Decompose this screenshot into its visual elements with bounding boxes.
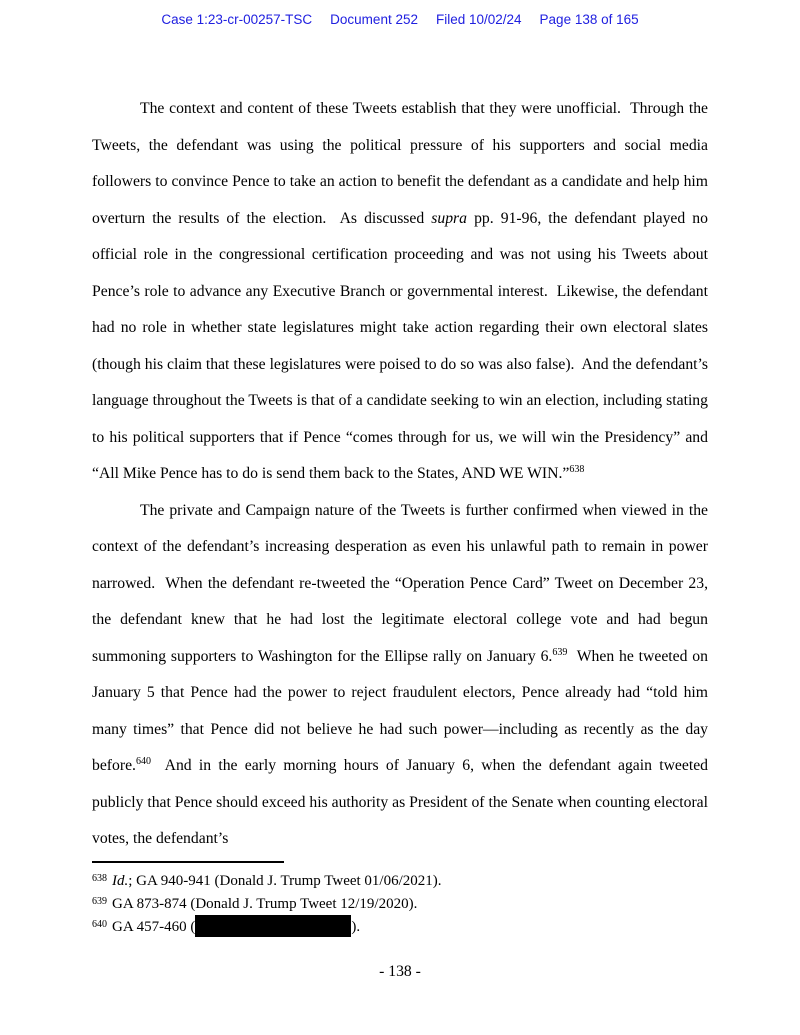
- page-number: - 138 -: [379, 963, 421, 980]
- text-segment: The private and Campaign nature of the Tweets is further confirmed when viewed in the context of the defendant’s increasing desperation as even his unlawful path to remain in power narrowed. When the defendant re-tweeted the “Operation Pence Card” Tweet on December 23, the defendant knew that he had lost the legitimate electoral college vote and had begun summoning supporters to Washington for the Ellipse rally on January 6.: [92, 501, 712, 665]
- case-number: Case 1:23-cr-00257-TSC: [161, 12, 313, 27]
- footnote-marker: 640: [92, 919, 107, 930]
- body-text: [92, 91, 712, 858]
- text-segment: pp. 91-96, the defendant played no official role in the congressional certification proceeding and was not using his Tweets about Pence’s role to advance any Executive Branch or governmental interest. Likewise, the defendant had no role in whether state legislatures might take action regarding their own electoral slates (though his claim that these legislatures were poised to do so was also false). And the defendant’s language throughout the Tweets is that of a candidate seeking to win an election, including stating to his political supporters that if Pence “comes through for us, we will win the Presidency” and “All Mike Pence has to do is send them back to the States, AND WE WIN.”: [92, 209, 712, 482]
- footnote-reference-638: 638: [569, 464, 585, 475]
- case-header: [0, 12, 800, 27]
- footnote-640: [92, 915, 708, 939]
- footnote-639: [92, 893, 708, 916]
- italic-segment: Id.: [112, 873, 129, 889]
- footnote-reference-640: 640: [135, 756, 151, 767]
- text-segment: And in the early morning hours of January 6, when the defendant again tweeted publicly that Pence should exceed his authority as President of the Senate when counting electoral votes, the defendant’s: [92, 757, 712, 847]
- redaction-box: [195, 915, 351, 937]
- text-segment: ).: [351, 919, 361, 935]
- text-segment: ; GA 940-941 (Donald J. Trump Tweet 01/06/2021).: [128, 873, 442, 889]
- italic-segment: supra: [431, 209, 468, 227]
- text-segment: GA 873-874 (Donald J. Trump Tweet 12/19/2020).: [112, 895, 418, 912]
- footnote-638: [92, 870, 708, 893]
- footnote-reference-639: 639: [552, 646, 568, 658]
- header-page-of: Page 138 of 165: [539, 12, 639, 27]
- filed-date: Filed 10/02/24: [435, 12, 522, 27]
- text-segment: The context and content of these Tweets establish that they were unofficial. Through the Tweets, the defendant was using the political pressure of his supporters and social media followers to convince Pence to take an action to benefit the defendant as a candidate and help him overturn the results of the election. As discussed: [92, 100, 712, 227]
- footnote-marker: 638: [92, 873, 107, 884]
- body-paragraph-1: [92, 91, 712, 493]
- text-segment: When he tweeted on January 5 that Pence had the power to reject fraudulent electors, Pence already had “told him many times” that Pence did not believe he had such power—including as recently as the day before.: [92, 647, 712, 774]
- document-number: Document 252: [330, 12, 418, 27]
- footnote-separator: [92, 861, 284, 863]
- body-paragraph-2: [92, 493, 712, 858]
- footnote-marker: 639: [92, 895, 107, 907]
- text-segment: GA 457-460 (: [112, 919, 196, 935]
- footnotes-section: [92, 861, 708, 939]
